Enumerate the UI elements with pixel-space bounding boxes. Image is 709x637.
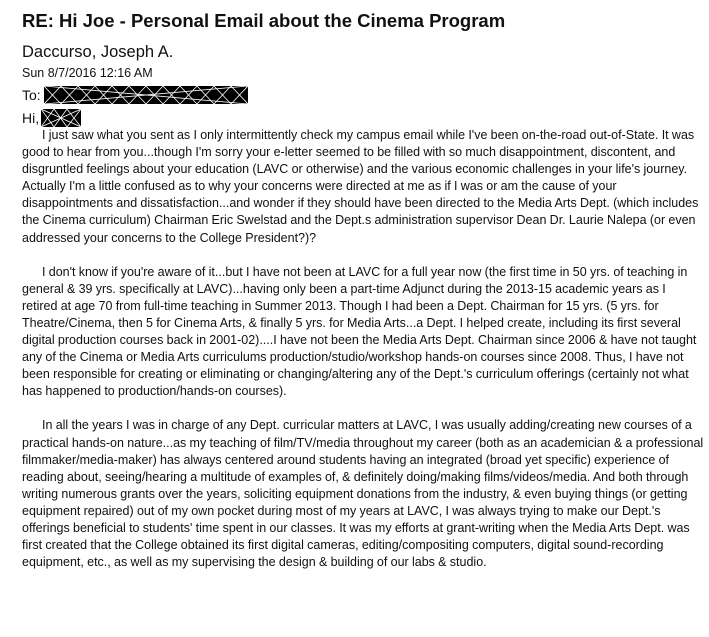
body-paragraph: In all the years I was in charge of any Dept. curricular matters at LAVC, I was usually adding/creating new courses of a practical hands-on nature...as my teaching of film/TV/media throughout my career (both as an academician & a professional filmmaker/media-maker) has always centered around students having an integrated (broad yet specific) experience of reading about, seeing/hearing a multitude of examples of, & definitely doing/making films/videos/media. And both through writing numerous grants over the years, soliciting equipment donations from the industry, & even buying things (or getting equipment repaired) out of my own pocket during most of my years at LAVC, I was always trying to make our Dept.'s offerings beneficial to students' time spent in our classes. It was my efforts at grant-writing when the Media Arts Dept. was first created that the College obtained its first digital cameras, editing/compositing computers, digital sound-recording equipment, etc., as well as my supervising the design & building of our labs & studio. — [22, 418, 704, 570]
body-paragraph: I don't know if you're aware of it...but I have not been at LAVC for a full year now (the first time in 50 yrs. of teaching in general & 39 yrs. specifically at LAVC)...having only been a part-time Adjunct during the 2013-15 academic years as I retired at age 70 from full-time teaching in Summer 2013. Though I had been a Dept. Chairman for 15 yrs. (5 yrs. for Theatre/Cinema, then 5 for Cinema Arts, & finally 5 yrs. for Media Arts...a Dept. I helped create, including its first several digital production courses back in 2001-02)....I have not been the Media Arts Dept. Chairman since 2006 & have not taught any of the Cinema or Media Arts curriculums production/studio/workshop hands-on courses since 2008. Thus, I have not been responsible for creating or eliminating or changing/altering any of the Dept.'s curriculum offerings (certainly not what has happened to production/hands-on courses). — [22, 264, 697, 399]
to-label: To: — [22, 87, 41, 103]
redacted-name — [41, 109, 81, 127]
sent-date: Sun 8/7/2016 12:16 AM — [22, 66, 153, 80]
greeting-text: Hi, — [22, 110, 40, 126]
recipient-row — [22, 85, 248, 105]
body-paragraph: I just saw what you sent as I only intermittently check my campus email while I've been on-the-road out-of-State. It was good to hear from you...though I'm sorry your e-letter seemed to be filled with so much disappointment, discontent, and disgruntled feelings about your education (LAVC or otherwise) and the various economic challenges in your life's journey. Actually I'm a little confused as to why your concerns were directed at me as if I was or am the cause of your disappointments and dissatisfaction...and wonder if they should have been directed to the Media Arts Dept. (which includes the Cinema curriculum) Chairman Eric Swelstad and the Dept.s administration supervisor Dean Dr. Laurie Nalepa (or even addressed your concerns to the College President?)? — [22, 128, 699, 245]
paragraph-spacer — [22, 247, 704, 264]
email-body — [22, 127, 704, 571]
paragraph-spacer — [22, 400, 704, 417]
email-subject: RE: Hi Joe - Personal Email about the Cinema Program — [22, 10, 506, 31]
sender-name[interactable]: Daccurso, Joseph A. — [22, 43, 174, 61]
greeting-line — [22, 108, 81, 128]
redacted-recipient — [44, 86, 248, 104]
